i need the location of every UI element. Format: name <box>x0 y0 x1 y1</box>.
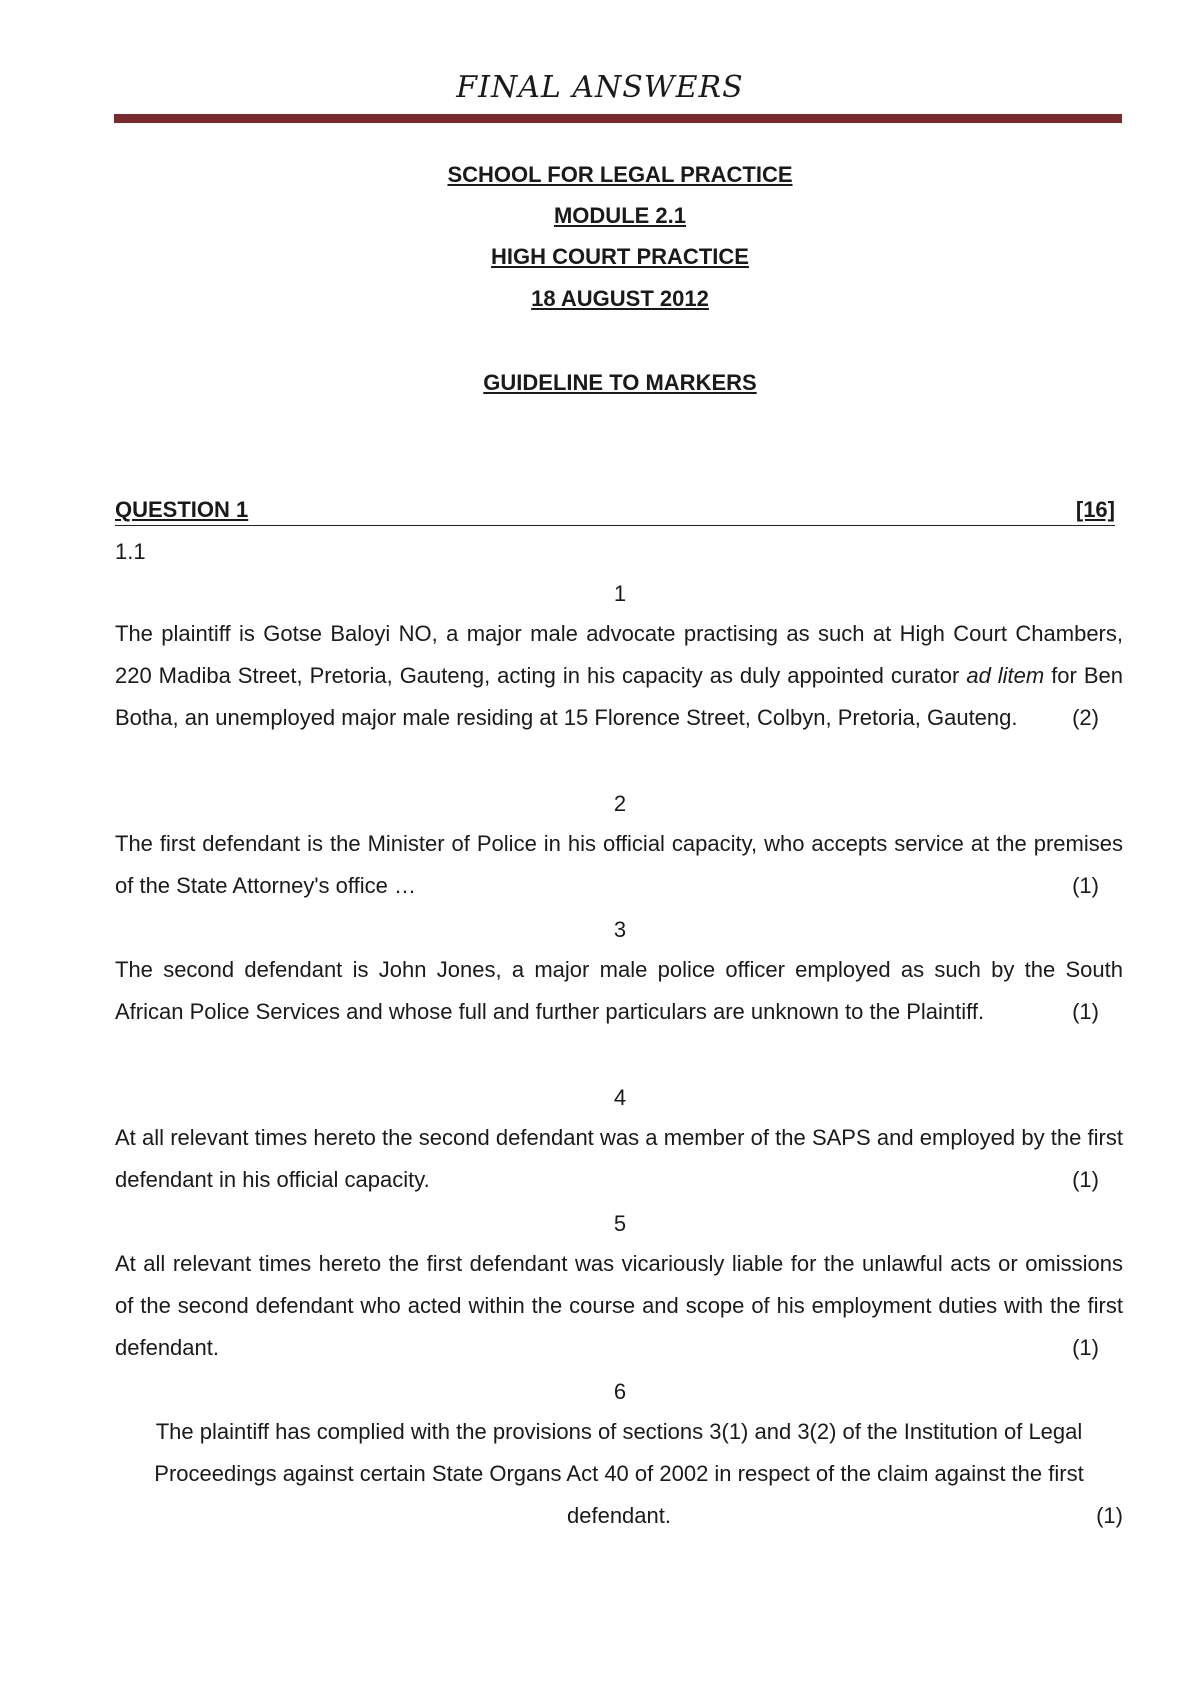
paragraph-text-part: The plaintiff is Gotse Baloyi NO, a major male advocate practising as such at High Court Chambers, 220 Madiba Street, Pretoria, Gauteng, acting in his capacity as duly appointed curator <box>115 621 1123 688</box>
paragraph-text <box>115 1117 1123 1201</box>
paragraph-mark: (1) <box>1072 873 1099 898</box>
question-title: QUESTION 1 <box>115 497 249 522</box>
question-total-marks: [16] <box>1075 497 1115 522</box>
sub-question-number: 1.1 <box>115 539 146 564</box>
paragraph-mark: (2) <box>1072 705 1099 730</box>
paragraph-number: 2 <box>613 791 627 816</box>
paragraph-text-part: The first defendant is the Minister of Police in his official capacity, who accepts service at the premises of the State Attorney's office … <box>115 831 1123 898</box>
paragraph-number: 4 <box>613 1085 627 1110</box>
module-title: MODULE 2.1 <box>553 203 687 228</box>
paragraph-number: 6 <box>613 1379 627 1404</box>
question-heading-row <box>115 497 1115 526</box>
paragraph-number: 1 <box>613 581 627 606</box>
paragraph-text <box>115 823 1123 907</box>
guideline-title: GUIDELINE TO MARKERS <box>483 370 757 395</box>
paragraph-mark: (1) <box>1072 999 1099 1024</box>
paragraph-text <box>115 613 1123 739</box>
paragraph-number: 5 <box>613 1211 627 1236</box>
running-header: FINAL ANSWERS <box>456 70 744 105</box>
header-rule <box>114 114 1122 123</box>
paragraph-number: 3 <box>613 917 627 942</box>
paragraph-text-part: At all relevant times hereto the first defendant was vicariously liable for the unlawful acts or omissions of the second defendant who acted within the course and scope of his employment duties with the first defendant. <box>115 1251 1123 1360</box>
course-title: HIGH COURT PRACTICE <box>491 244 749 269</box>
paragraph-mark: (1) <box>1096 1503 1123 1528</box>
paragraph-text-part: The second defendant is John Jones, a major male police officer employed as such by the South African Police Services and whose full and further particulars are unknown to the Plaintiff. <box>115 957 1123 1024</box>
paragraph-mark: (1) <box>1072 1167 1099 1192</box>
paragraph-text <box>115 949 1123 1033</box>
paragraph-text-part: At all relevant times hereto the second defendant was a member of the SAPS and employed by the first defendant in his official capacity. <box>115 1125 1123 1192</box>
school-title: SCHOOL FOR LEGAL PRACTICE <box>447 162 793 187</box>
paragraph-text <box>115 1411 1123 1537</box>
paragraph-text <box>115 1243 1123 1369</box>
date-title: 18 AUGUST 2012 <box>531 286 709 311</box>
paragraph-mark: (1) <box>1072 1335 1099 1360</box>
latin-term: ad litem <box>966 663 1045 688</box>
paragraph-text-part: for Ben Botha, an unemployed major male residing at 15 Florence Street, Colbyn, Pretoria, Gauteng. <box>115 663 1123 730</box>
paragraph-text-part: The plaintiff has complied with the provisions of sections 3(1) and 3(2) of the Institution of Legal Proceedings against certain State Organs Act 40 of 2002 in respect of the claim against the first defendant. <box>154 1419 1084 1528</box>
